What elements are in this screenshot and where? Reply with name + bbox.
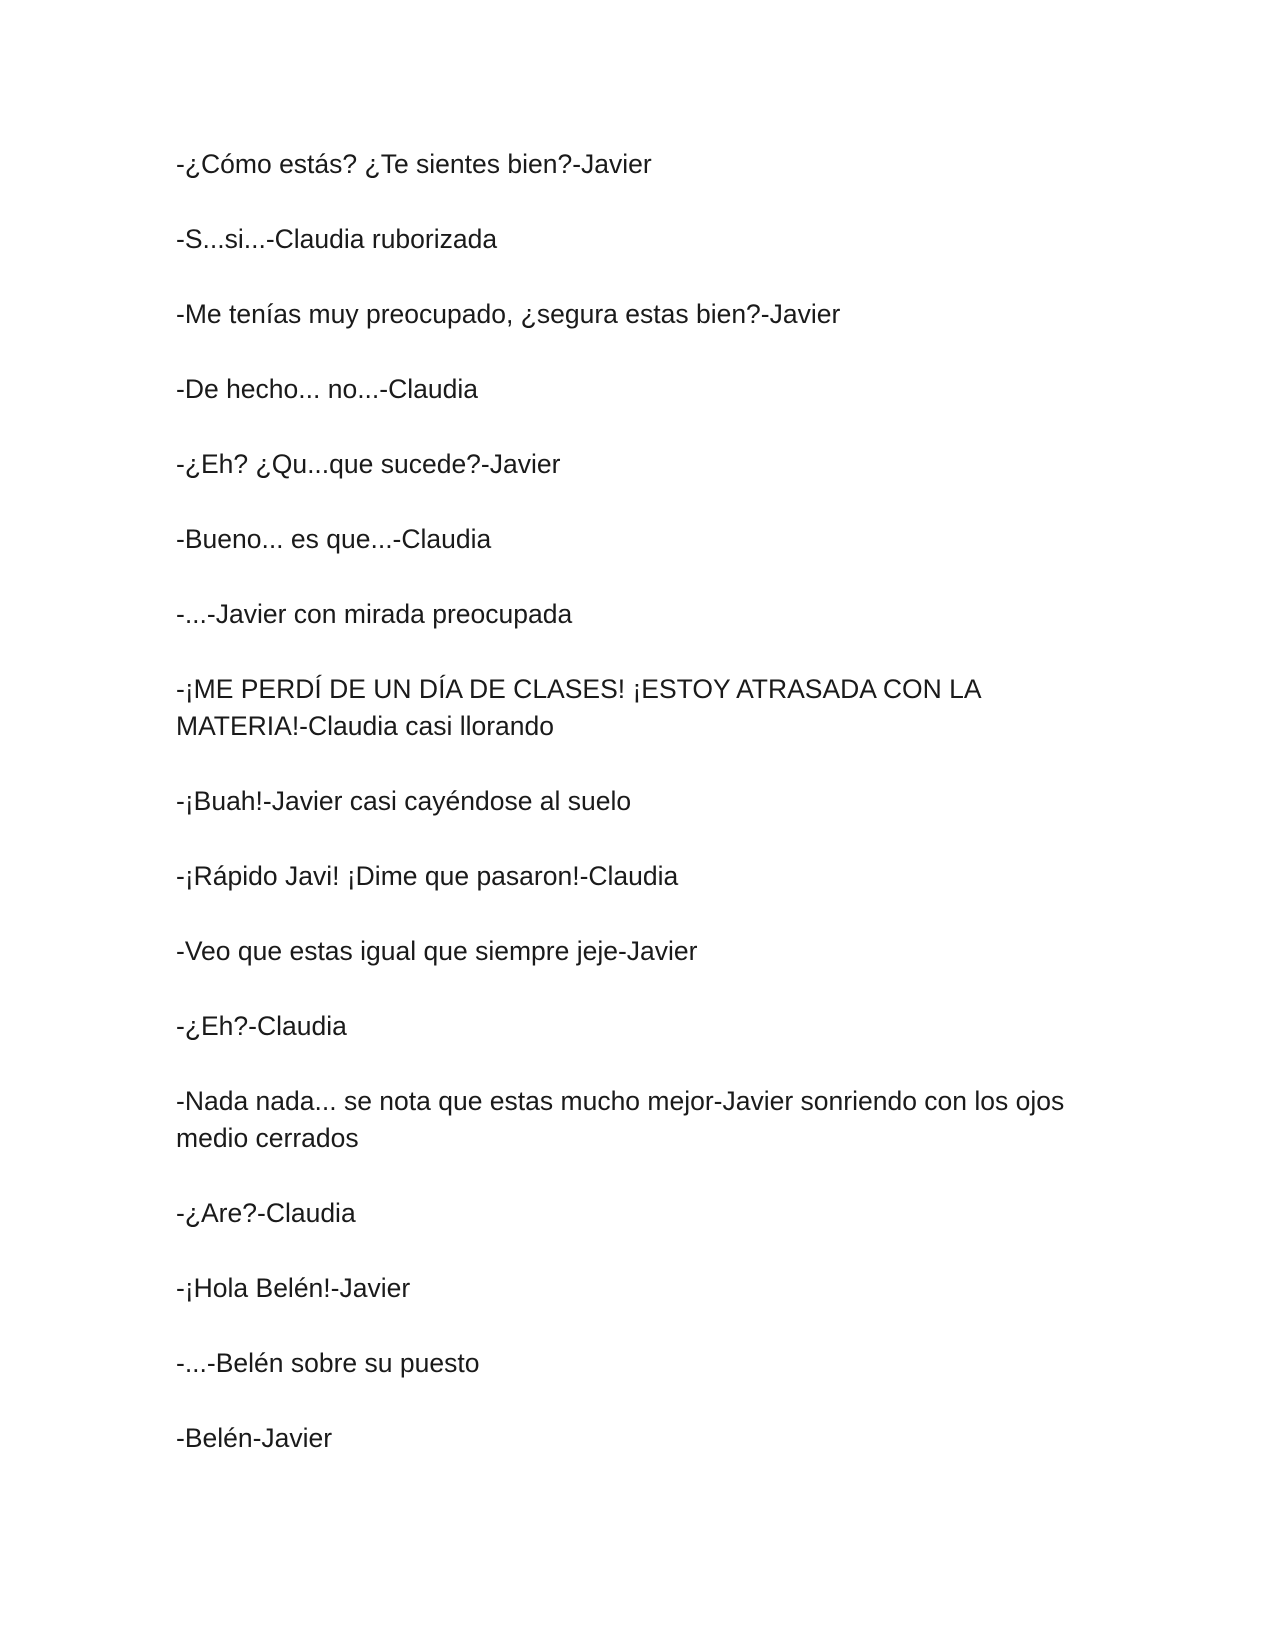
paragraph-9: -¡Buah!-Javier casi cayéndose al suelo	[176, 786, 632, 816]
paragraph-6: -Bueno... es que...-Claudia	[176, 524, 492, 554]
paragraph-17: -Belén-Javier	[176, 1423, 333, 1453]
paragraph-15: -¡Hola Belén!-Javier	[176, 1273, 411, 1303]
paragraph-14: -¿Are?-Claudia	[176, 1198, 356, 1228]
paragraph-11: -Veo que estas igual que siempre jeje-Javier	[176, 936, 698, 966]
dialogue-text	[176, 146, 1076, 1495]
paragraph-5: -¿Eh? ¿Qu...que sucede?-Javier	[176, 449, 561, 479]
paragraph-16: -...-Belén sobre su puesto	[176, 1348, 480, 1378]
paragraph-3: -Me tenías muy preocupado, ¿segura estas bien?-Javier	[176, 299, 841, 329]
paragraph-13: -Nada nada... se nota que estas mucho mejor-Javier sonriendo con los ojos medio cerrados	[176, 1086, 1065, 1153]
paragraph-2: -S...si...-Claudia ruborizada	[176, 224, 498, 254]
paragraph-4: -De hecho... no...-Claudia	[176, 374, 478, 404]
paragraph-8: -¡ME PERDÍ DE UN DÍA DE CLASES! ¡ESTOY ATRASADA CON LA MATERIA!-Claudia casi llorando	[176, 674, 981, 741]
paragraph-10: -¡Rápido Javi! ¡Dime que pasaron!-Claudia	[176, 861, 679, 891]
paragraph-12: -¿Eh?-Claudia	[176, 1011, 347, 1041]
paragraph-7: -...-Javier con mirada preocupada	[176, 599, 573, 629]
paragraph-1: -¿Cómo estás? ¿Te sientes bien?-Javier	[176, 149, 652, 179]
